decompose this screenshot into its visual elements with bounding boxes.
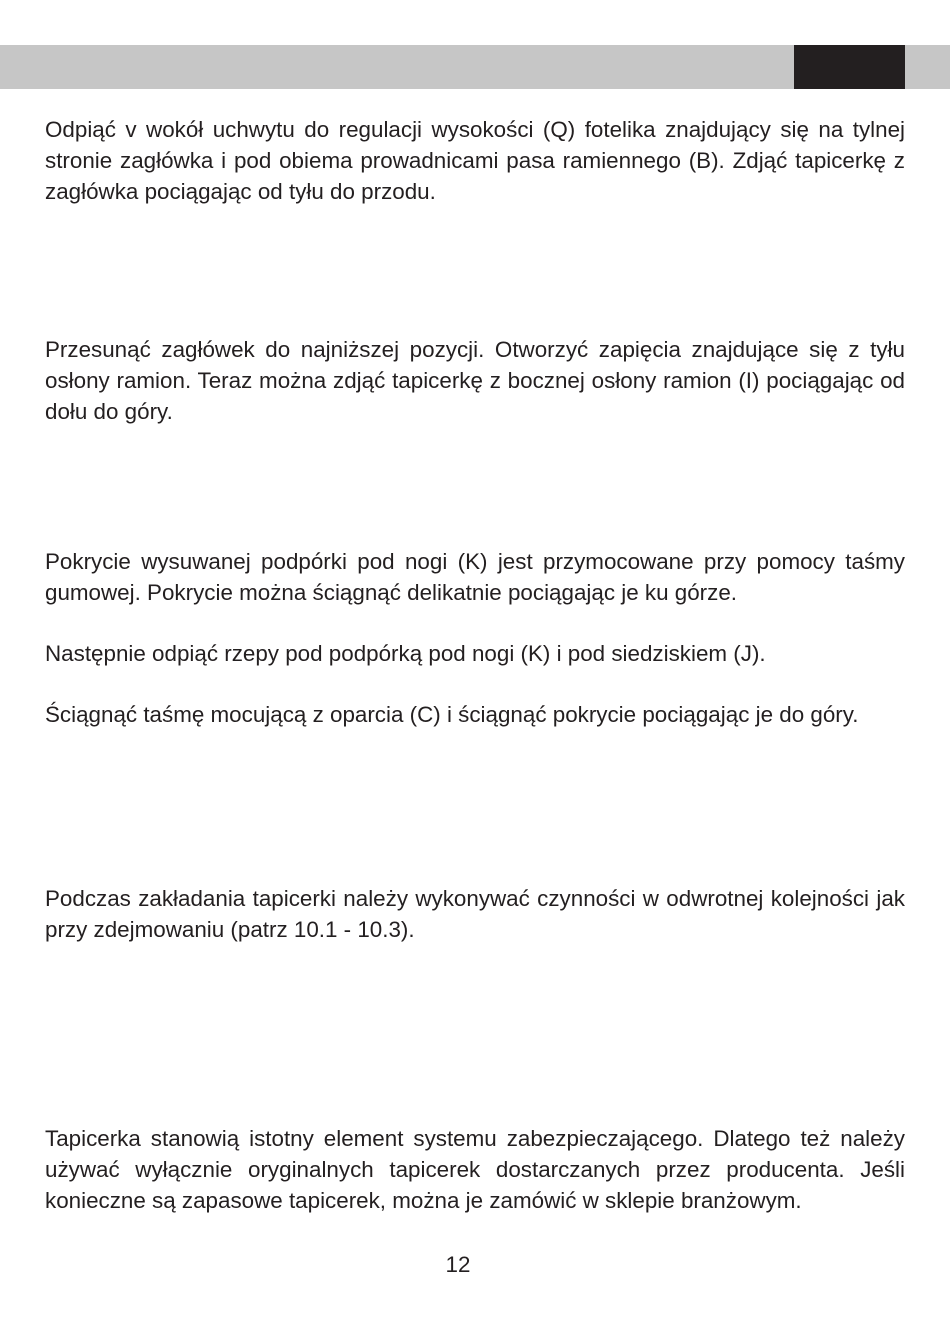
- paragraph-remove-shoulder-guard-cover: Przesunąć zagłówek do najniższej pozycji. Otworzyć zapięcia znajdujące się z tyłu osłony ramion. Teraz można zdjąć tapicerkę z bocznej osłony ramion (I) pociągając od dołu do góry.: [45, 337, 905, 424]
- paragraph-remove-footrest-cover: Pokrycie wysuwanej podpórki pod nogi (K) jest przymocowane przy pomocy taśmy gumowej. Pokrycie można ściągnąć delikatnie pociągając je ku górze.: [45, 549, 905, 605]
- paragraph-remove-backrest-strap: Ściągnąć taśmę mocującą z oparcia (C) i ściągnąć pokrycie pociągając je do góry.: [45, 702, 859, 727]
- page-number: 12: [445, 1252, 471, 1277]
- paragraph-unfasten-velcro: Następnie odpiąć rzepy pod podpórką pod nogi (K) i pod siedziskiem (J).: [45, 641, 766, 666]
- paragraph-remove-headrest-cover: Odpiąć v wokół uchwytu do regulacji wysokości (Q) fotelika znajdujący się na tylnej stronie zagłówka i pod obiema prowadnicami pasa ramiennego (B). Zdjąć tapicerkę z zagłówka pociągając od tyłu do przodu.: [45, 117, 905, 204]
- header-tab: [794, 45, 905, 89]
- paragraph-refit-cover: Podczas zakładania tapicerki należy wykonywać czynności w odwrotnej kolejności jak przy zdejmowaniu (patrz 10.1 - 10.3).: [45, 886, 905, 942]
- paragraph-original-covers-notice: Tapicerka stanowią istotny element systemu zabezpieczającego. Dlatego też należy używać wyłącznie oryginalnych tapicerek dostarczanych przez producenta. Jeśli konieczne są zapasowe tapicerek, można je zamówić w sklepie branżowym.: [45, 1126, 905, 1213]
